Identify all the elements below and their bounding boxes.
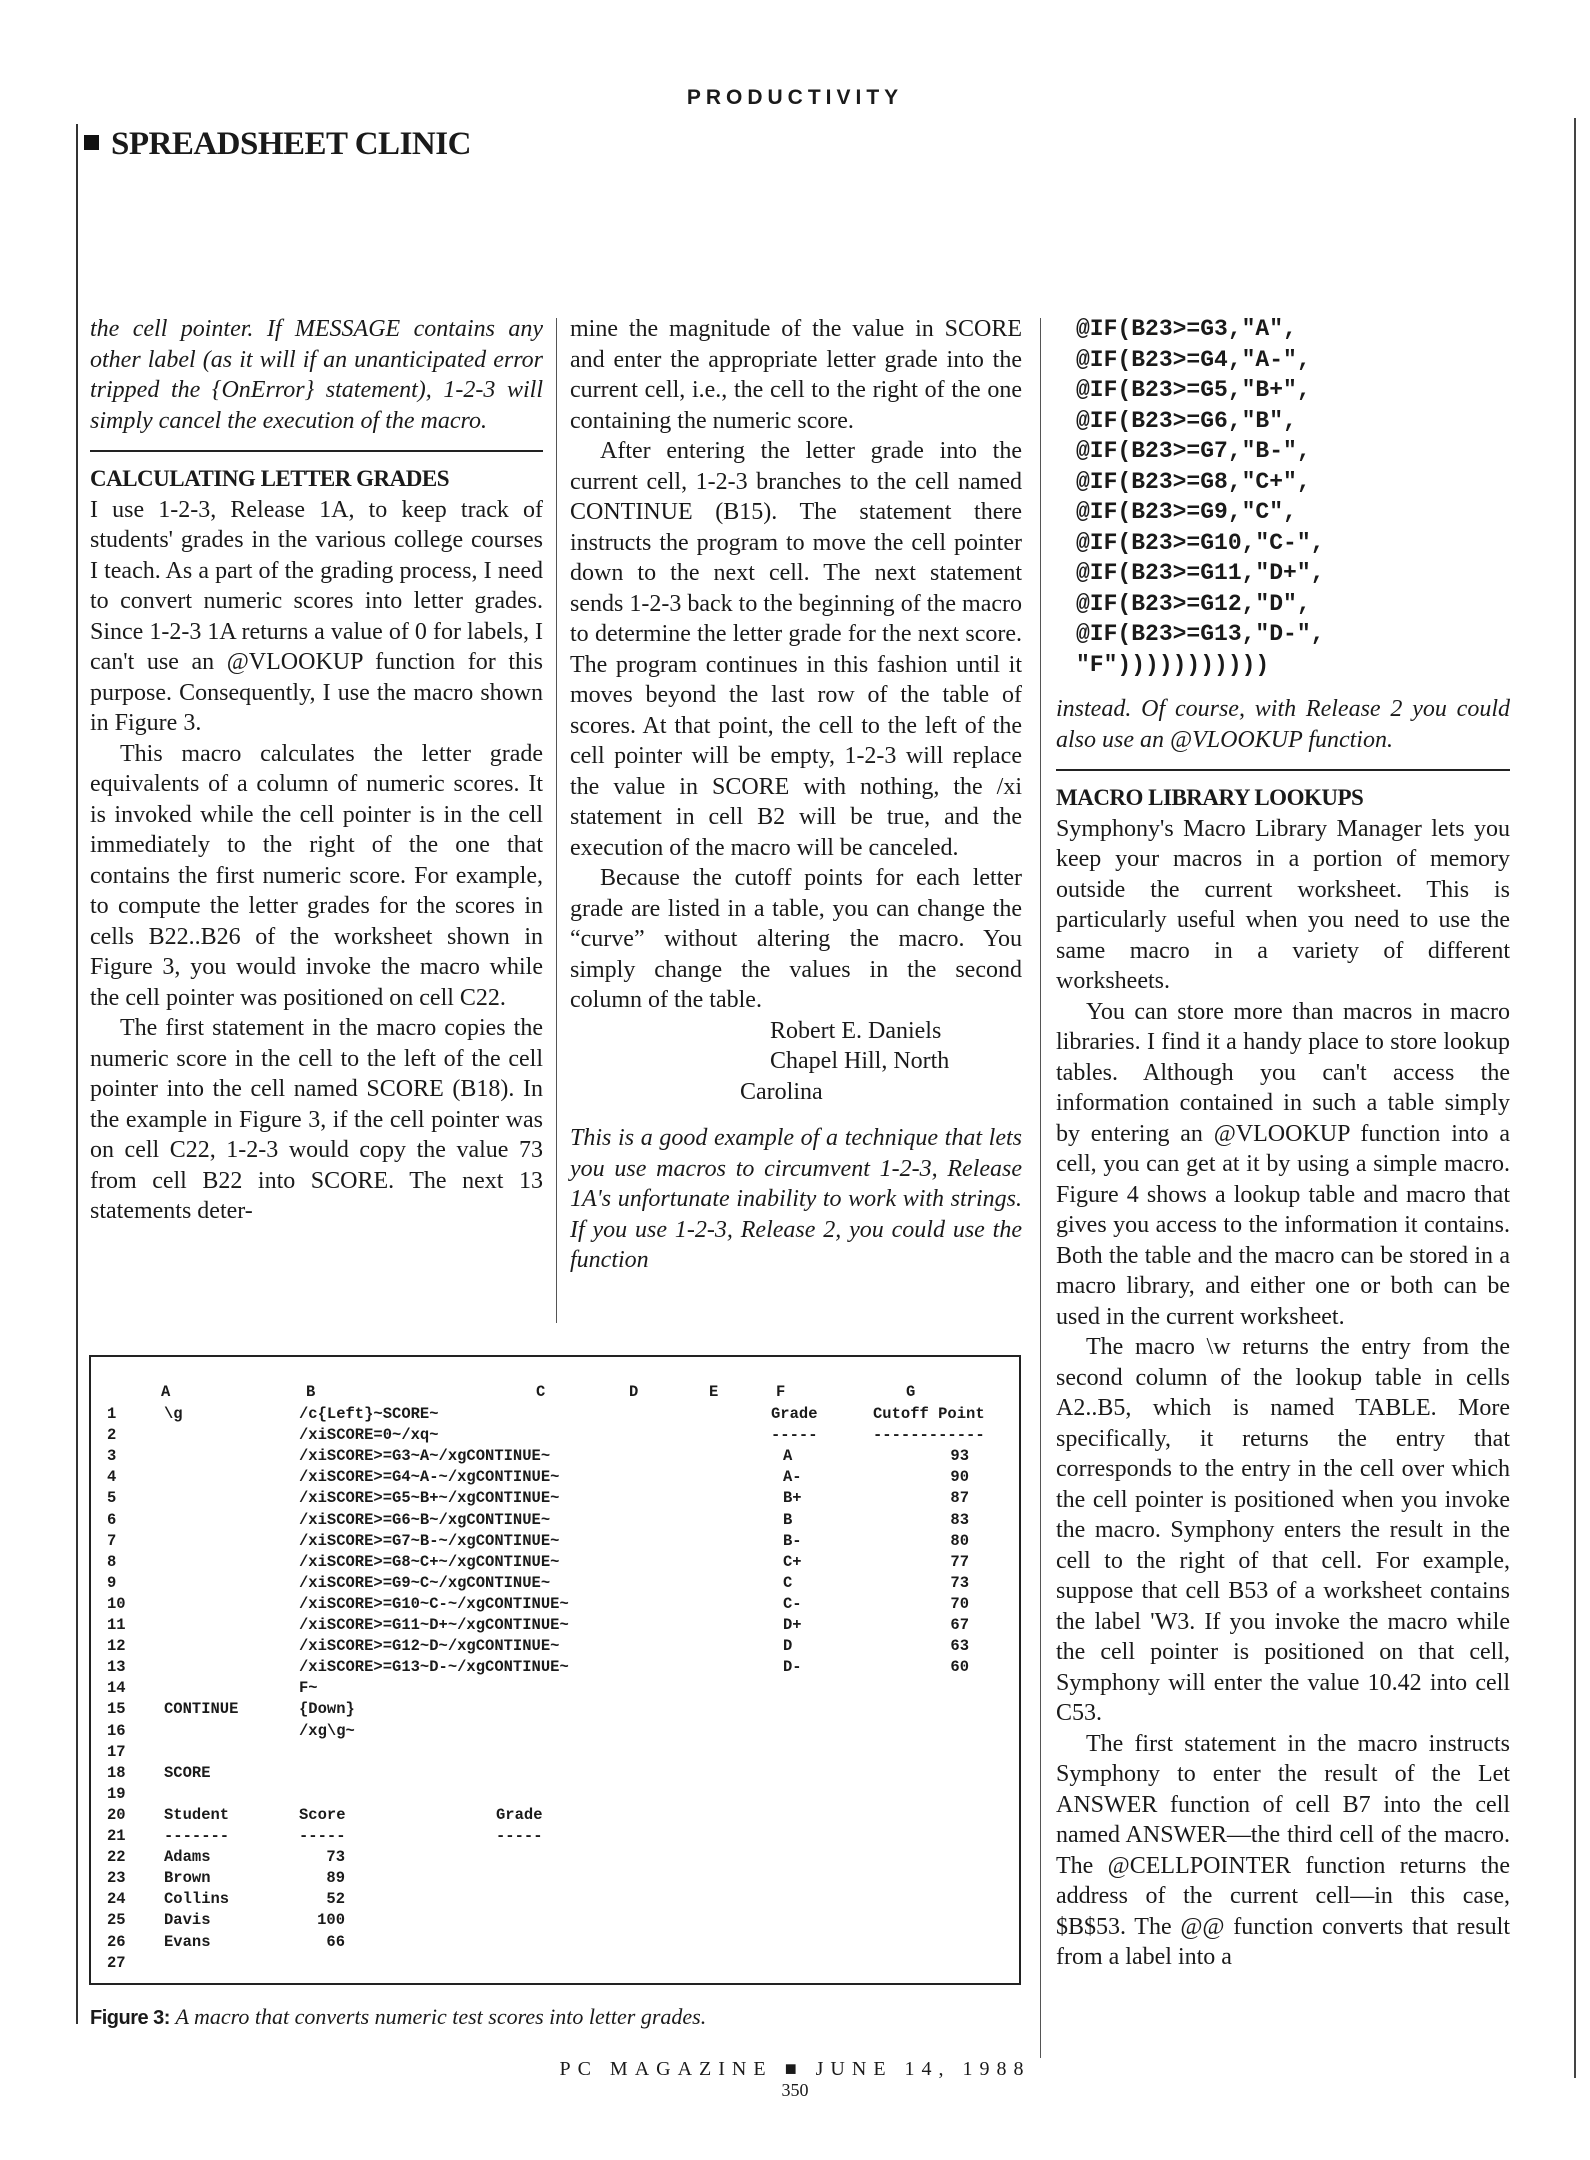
score-value: 89 (326, 1869, 345, 1888)
left-border-rule (76, 124, 78, 2024)
column-header-row (91, 1383, 1019, 1404)
sheet-row (91, 1574, 1019, 1595)
sheet-row (91, 1743, 1019, 1764)
section-rule (90, 450, 543, 452)
sheet-row (91, 1532, 1019, 1553)
cutoff-value: 67 (950, 1616, 969, 1634)
cutoff-value: 93 (950, 1447, 969, 1466)
row-number: 9 (107, 1573, 117, 1592)
sheet-row (91, 1658, 1019, 1679)
spreadsheet-listing (91, 1357, 1019, 1983)
score-value: 52 (326, 1890, 345, 1909)
author-location: Chapel Hill, North Carolina (740, 1048, 950, 1105)
cell-a: Adams (164, 1848, 211, 1867)
column-1 (90, 314, 543, 1227)
cell-a: Davis (164, 1911, 211, 1930)
section-heading: CALCULATING LETTER GRADES (90, 466, 449, 491)
cutoff-value: 63 (950, 1637, 969, 1656)
cell-b: /xiSCORE>=G10~C-~/xgCONTINUE~ (299, 1594, 569, 1613)
footer-publication: PC MAGAZINE ■ JUNE 14, 1988 (559, 2058, 1031, 2080)
row-number: 2 (107, 1426, 117, 1445)
cell-b: ----- (299, 1827, 346, 1845)
paragraph: mine the magnitude of the value in SCORE and enter the appropriate letter grade into the current cell, i.e., the cell to the right of the one containing the numeric score. (570, 316, 1022, 434)
score-value: 73 (326, 1848, 345, 1867)
cell-b: /xiSCORE>=G6~B~/xgCONTINUE~ (299, 1510, 551, 1529)
cell-c: ----- (496, 1827, 543, 1845)
row-number: 13 (107, 1658, 126, 1677)
cutoff-value: 87 (950, 1489, 969, 1508)
sheet-row (91, 1447, 1019, 1468)
cell-b: /xiSCORE>=G5~B+~/xgCONTINUE~ (299, 1489, 560, 1508)
row-number: 24 (107, 1890, 126, 1909)
sheet-row (91, 1679, 1019, 1700)
figure-caption (90, 2004, 706, 2030)
sheet-row (91, 1911, 1019, 1932)
column-3 (1056, 314, 1510, 1973)
caption-text: A macro that converts numeric test scores into letter grades. (175, 2004, 707, 2029)
column-2 (570, 314, 1022, 1276)
cell-b: /xiSCORE>=G13~D-~/xgCONTINUE~ (299, 1658, 569, 1677)
paragraph: The first statement in the macro copies the numeric score in the cell to the left of the cell pointer into the cell named SCORE (B18). In the example in Figure 3, if the cell pointer was on cell C22, 1-2-3 would copy the value 73 from cell B22 into SCORE. The next 13 statements deter- (90, 1015, 543, 1224)
sheet-row (91, 1806, 1019, 1827)
row-number: 12 (107, 1637, 126, 1656)
sheet-row (91, 1954, 1019, 1975)
cutoff-value: 60 (950, 1658, 969, 1677)
grade-cell: C (783, 1573, 793, 1592)
intro-paragraph: the cell pointer. If MESSAGE contains any other label (as it will if an unanticipated error tripped the {OnError} statement), 1-2-3 will simply cancel the execution of the macro. (90, 316, 543, 434)
cell-b: /xiSCORE>=G4~A-~/xgCONTINUE~ (299, 1468, 560, 1487)
sheet-row (91, 1890, 1019, 1911)
cell-a: Collins (164, 1890, 230, 1909)
grade-cell: C+ (783, 1552, 802, 1571)
paragraph: The first statement in the macro instructs Symphony to enter the result of the Let ANSWER function of cell B7 into the cell named ANSWER—the third cell of the macro. The @CELLPOINTER function returns the address of the current cell—in this case, $B$53. The @@ function converts that result from a label into a (1056, 1730, 1510, 1970)
cell-f: Grade (771, 1405, 818, 1423)
paragraph: You can store more than macros in macro libraries. I find it a handy place to store lookup tables. Although you can't access the information contained in such a table simply by entering an @VLOOKUP function into a cell, you can get at it by using a simple macro. Figure 4 shows a lookup table and macro that gives you access to the information it contains. Both the table and the macro can be stored in a macro library, and either one or both can be used in the current worksheet. (1056, 998, 1510, 1330)
grade-cell: D- (783, 1658, 802, 1677)
cell-b: F~ (299, 1679, 318, 1698)
cell-f: ----- (771, 1426, 818, 1445)
sheet-row (91, 1405, 1019, 1426)
cell-b: Score (299, 1805, 346, 1824)
right-border-rule (1574, 118, 1576, 2078)
cutoff-value: 77 (950, 1552, 969, 1571)
section-label: PRODUCTIVITY (686, 86, 904, 109)
cell-b: /xiSCORE=0~/xq~ (299, 1426, 439, 1445)
row-number: 5 (107, 1489, 117, 1508)
cell-b: /xiSCORE>=G8~C+~/xgCONTINUE~ (299, 1552, 560, 1571)
row-number: 19 (107, 1784, 126, 1803)
grade-cell: B+ (783, 1489, 802, 1508)
sheet-row (91, 1616, 1019, 1637)
score-value: 100 (317, 1911, 345, 1930)
row-number: 8 (107, 1552, 117, 1571)
cutoff-value: 90 (950, 1468, 969, 1487)
grade-cell: D+ (783, 1616, 802, 1634)
cell-g: Cutoff Point (873, 1405, 985, 1423)
cell-b: /xiSCORE>=G12~D~/xgCONTINUE~ (299, 1637, 560, 1656)
row-number: 18 (107, 1763, 126, 1782)
column-header: E (709, 1383, 719, 1401)
cell-b: /xiSCORE>=G11~D+~/xgCONTINUE~ (299, 1616, 569, 1634)
row-number: 11 (107, 1616, 126, 1634)
cell-a: ------- (164, 1827, 230, 1845)
grade-cell: B (783, 1510, 793, 1529)
row-number: 16 (107, 1721, 126, 1740)
row-number: 20 (107, 1805, 126, 1824)
section-heading: MACRO LIBRARY LOOKUPS (1056, 785, 1364, 810)
paragraph: The macro \w returns the entry from the second column of the lookup table in cells A2..B5, which is named TABLE. More specifically, it returns the entry that corresponds to the entry in the cell over which the cell pointer is positioned when you invoke the macro. Symphony enters the result in the cell to the right of that cell. For example, suppose that cell B53 of a worksheet contains the label 'W3. If you invoke the macro while the cell pointer is positioned on that cell, Symphony will enter the value 10.42 into cell C53. (1056, 1334, 1510, 1726)
sheet-row (91, 1722, 1019, 1743)
column-header: D (629, 1383, 639, 1401)
cutoff-value: 70 (950, 1594, 969, 1613)
row-number: 10 (107, 1594, 126, 1613)
paragraph: I use 1-2-3, Release 1A, to keep track of students' grades in the various college courses I teach. As a part of the grading process, I need to convert numeric scores into letter grades. Since 1-2-3 1A returns a value of 0 for labels, I can't use an @VLOOKUP function for this purpose. Consequently, I use the macro shown in Figure 3. (90, 496, 543, 736)
cutoff-value: 83 (950, 1510, 969, 1529)
row-number: 6 (107, 1510, 117, 1529)
cell-b: /c{Left}~SCORE~ (299, 1405, 439, 1423)
grade-cell: D (783, 1637, 793, 1656)
column-header: A (161, 1383, 171, 1401)
cell-c: Grade (496, 1805, 543, 1824)
page-number: 350 (781, 2080, 809, 2100)
column-title-text: SPREADSHEET CLINIC (111, 126, 471, 162)
sheet-row (91, 1700, 1019, 1721)
paragraph: After entering the letter grade into the current cell, 1-2-3 branches to the cell named CONTINUE (B15). The statement there instructs the program to move the cell pointer down to the next cell. The next statement sends 1-2-3 back to the beginning of the macro to determine the letter grade for the next score. The program continues in this fashion until it moves beyond the last row of the table of scores. At that point, the cell to the left of the cell pointer will be empty, 1-2-3 will replace the value in SCORE with nothing, the /xi statement in cell B2 will be true, and the execution of the macro will be canceled. (570, 438, 1022, 861)
cell-a: Brown (164, 1869, 211, 1888)
row-number: 25 (107, 1911, 126, 1930)
sheet-row (91, 1827, 1019, 1848)
row-number: 7 (107, 1531, 117, 1550)
paragraph: instead. Of course, with Release 2 you could also use an @VLOOKUP function. (1056, 696, 1510, 753)
paragraph: Because the cutoff points for each letter grade are listed in a table, you can change the “curve” without altering the macro. You simply change the values in the second column of the table. (570, 865, 1022, 1013)
sheet-row (91, 1595, 1019, 1616)
sheet-row (91, 1489, 1019, 1510)
sheet-row (91, 1637, 1019, 1658)
column-header: C (536, 1383, 546, 1401)
row-number: 23 (107, 1869, 126, 1888)
grade-cell: A (783, 1447, 793, 1466)
paragraph: Symphony's Macro Library Manager lets you keep your macros in a portion of memory outside the current worksheet. This is particularly useful when you need to use the same macro in a variety of different worksheets. (1056, 815, 1510, 994)
sheet-row (91, 1848, 1019, 1869)
figure-3-spreadsheet (89, 1355, 1021, 1985)
column-header: F (776, 1383, 786, 1401)
cell-b: {Down} (299, 1700, 355, 1719)
grade-cell: C- (783, 1594, 802, 1613)
cell-b: /xiSCORE>=G7~B-~/xgCONTINUE~ (299, 1531, 560, 1550)
row-number: 14 (107, 1679, 126, 1698)
cell-b: /xiSCORE>=G3~A~/xgCONTINUE~ (299, 1447, 551, 1466)
cell-a: CONTINUE (164, 1700, 239, 1719)
column-divider (556, 318, 557, 1323)
sheet-row (91, 1764, 1019, 1785)
cutoff-value: 73 (950, 1573, 969, 1592)
sheet-row (91, 1468, 1019, 1489)
cell-b: /xiSCORE>=G9~C~/xgCONTINUE~ (299, 1573, 551, 1592)
sheet-row (91, 1553, 1019, 1574)
cell-a: \g (164, 1405, 183, 1423)
sheet-row (91, 1426, 1019, 1447)
sheet-row (91, 1511, 1019, 1532)
formula-code: @IF(B23>=G3,"A", @IF(B23>=G4,"A-", @IF(B23>=G5,"B+", @IF(B23>=G6,"B", @IF(B23>=G7,"B-", @IF(B23>=G8,"C+", @IF(B23>=G9,"C", @IF(B23>=G10,"C-", @IF(B23>=G11,"D+", @IF(B23>=G12,"D", @IF(B23>=G13,"D-", "F"))))))))))) (1076, 316, 1325, 678)
score-value: 66 (326, 1932, 345, 1951)
cell-b: /xg\g~ (299, 1721, 355, 1740)
grade-cell: A- (783, 1468, 802, 1487)
column-title (84, 126, 471, 163)
sheet-row (91, 1933, 1019, 1954)
editor-note: This is a good example of a technique that lets you use macros to circumvent 1-2-3, Release 1A's unfortunate inability to work with strings. If you use 1-2-3, Release 2, you could use the function (570, 1125, 1022, 1273)
row-number: 17 (107, 1742, 126, 1761)
row-number: 1 (107, 1405, 117, 1423)
caption-label: Figure 3: (90, 2007, 170, 2029)
row-number: 26 (107, 1932, 126, 1951)
column-divider (1040, 318, 1041, 2058)
sheet-row (91, 1869, 1019, 1890)
row-number: 4 (107, 1468, 117, 1487)
row-number: 27 (107, 1953, 126, 1972)
row-number: 3 (107, 1447, 117, 1466)
row-number: 15 (107, 1700, 126, 1719)
bullet-square-icon (84, 135, 99, 150)
column-header: B (306, 1383, 316, 1401)
cell-g: ------------ (873, 1426, 985, 1445)
sheet-row (91, 1785, 1019, 1806)
row-number: 22 (107, 1848, 126, 1867)
cell-a: SCORE (164, 1763, 211, 1782)
cell-a: Student (164, 1805, 230, 1824)
section-rule (1056, 769, 1510, 771)
column-header: G (906, 1383, 916, 1401)
paragraph: This macro calculates the letter grade equivalents of a column of numeric scores. It is invoked while the cell pointer is in the cell immediately to the right of the one that contains the first numeric score. For example, to compute the letter grades for the scores in cells B22..B26 of the worksheet shown in Figure 3, you would invoke the macro while the cell pointer was positioned on cell C22. (90, 740, 543, 1011)
cell-a: Evans (164, 1932, 211, 1951)
grade-cell: B- (783, 1531, 802, 1550)
author-name: Robert E. Daniels (770, 1017, 942, 1044)
row-number: 21 (107, 1827, 126, 1845)
cutoff-value: 80 (950, 1531, 969, 1550)
